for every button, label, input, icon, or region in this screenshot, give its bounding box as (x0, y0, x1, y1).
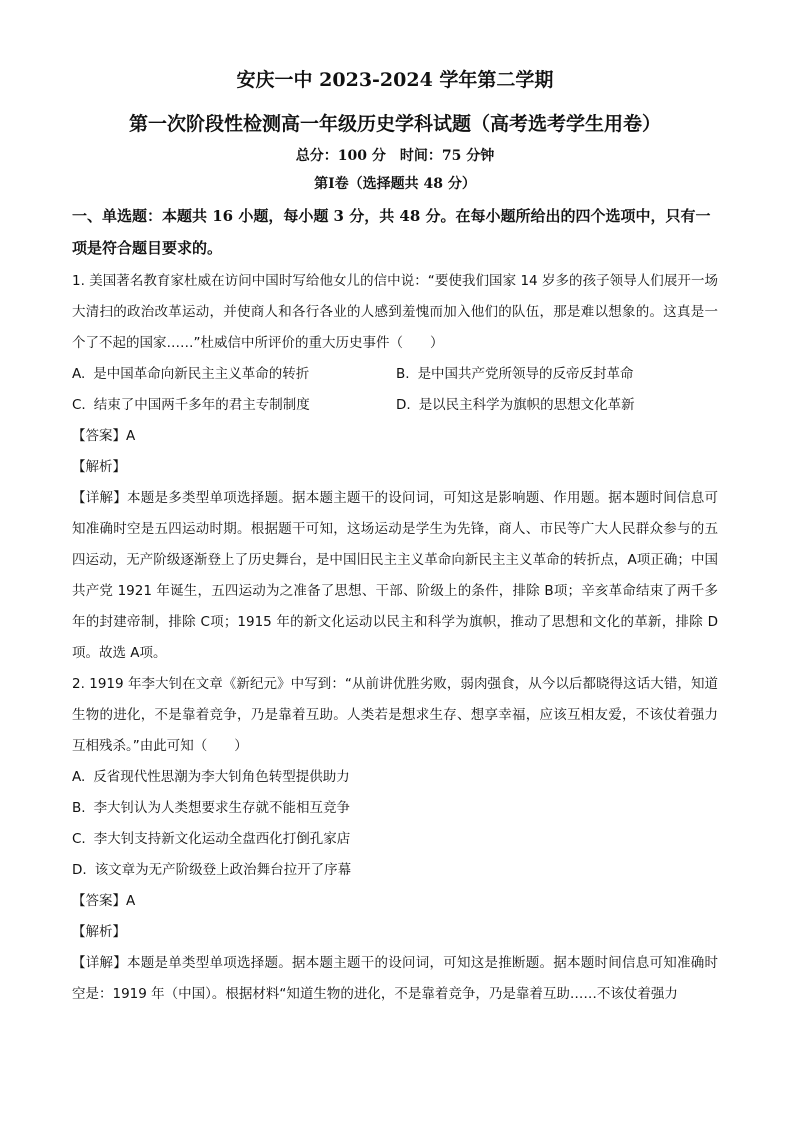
option-letter: C. (72, 397, 86, 413)
option-text: 该文章为无产阶级登上政治舞台拉开了序幕 (94, 862, 352, 878)
option-letter: A. (72, 769, 86, 785)
option-b (396, 359, 718, 390)
option-text: 反省现代性思潮为李大钊角色转型提供助力 (93, 769, 350, 785)
question-stem: 2. 1919 年李大钊在文章《新纪元》中写到：“从前讲优胜劣败，弱肉强食，从今以后都晓得这话大错，知道生物的进化，不是靠着竞争，乃是靠着互助。人类若是想求生存、想享幸福，应该互相友爱，不该仗着强力互相残杀。”由此可知（ ） (72, 676, 718, 754)
option-text: 是以民主科学为旗帜的思想文化革新 (418, 397, 635, 413)
option-a (72, 762, 718, 793)
option-d (396, 390, 718, 421)
option-text: 是中国共产党所领导的反帝反封革命 (417, 366, 634, 382)
option-letter: D. (396, 397, 411, 413)
option-text: 李大钊认为人类想要求生存就不能相互竞争 (93, 800, 351, 816)
option-letter: A. (72, 366, 86, 382)
detail-explanation: 【详解】本题是多类型单项选择题。据本题主题干的设问词，可知这是影响题、作用题。据本题时间信息可知准确时空是五四运动时期。根据题干可知，这场运动是学生为先锋，商人、市民等广大人民群众参与的五四运动，无产阶级逐渐登上了历史舞台，是中国旧民主主义革命向新民主主义革命的转折点，A项正确；中国共产党 1921 年诞生，五四运动为之准备了思想、干部、阶级上的条件，排除 B项；辛亥革命结束了两千多年的封建帝制，排除 C项；1915 年的新文化运动以民主和科学为旗帜，推动了思想和文化的革新，排除 D项。故选 A项。 (72, 490, 718, 661)
option-text: 是中国革命向新民主主义革命的转折 (93, 366, 310, 382)
option-text: 李大钊支持新文化运动全盘西化打倒孔家店 (93, 831, 351, 847)
detail-explanation: 【详解】本题是单类型单项选择题。据本题主题干的设问词，可知这是推断题。据本题时间信息可知准确时空是：1919 年（中国）。根据材料“知道生物的进化，不是靠着竞争，乃是靠着互助……不该仗着强力 (72, 955, 718, 1002)
option-letter: B. (396, 366, 410, 382)
option-letter: C. (72, 831, 86, 847)
option-letter: D. (72, 862, 87, 878)
exam-meta: 总分：100 分 时间：75 分钟 (295, 148, 495, 164)
option-c (72, 824, 718, 855)
options-list (72, 762, 718, 886)
options-list (72, 359, 718, 421)
section-heading: 第Ⅰ卷（选择题共 48 分） (314, 176, 476, 192)
answer-label: 【答案】A (72, 428, 136, 444)
option-c (72, 390, 396, 421)
question-2 (72, 669, 718, 1010)
section-instructions: 一、单选题：本题共 16 小题，每小题 3 分，共 48 分。在每小题所给出的四个选项中，只有一项是符合题目要求的。 (72, 207, 711, 257)
analysis-label: 【解析】 (72, 459, 126, 475)
analysis-label: 【解析】 (72, 924, 126, 940)
question-1 (72, 266, 718, 669)
option-a (72, 359, 396, 390)
exam-subtitle: 第一次阶段性检测高一年级历史学科试题（高考选考学生用卷） (128, 113, 661, 135)
option-letter: B. (72, 800, 86, 816)
answer-label: 【答案】A (72, 893, 136, 909)
option-d (72, 855, 718, 886)
option-b (72, 793, 718, 824)
question-stem: 1. 美国著名教育家杜威在访问中国时写给他女儿的信中说：“要使我们国家 14 岁多的孩子领导人们展开一场大清扫的政治改革运动，并使商人和各行各业的人感到羞愧而加入他们的队伍，那是难以想象的。这真是一个了不起的国家……”杜威信中所评价的重大历史事件（ ） (72, 273, 718, 351)
option-text: 结束了中国两千多年的君主专制制度 (93, 397, 310, 413)
exam-title: 安庆一中 2023-2024 学年第二学期 (236, 69, 554, 91)
